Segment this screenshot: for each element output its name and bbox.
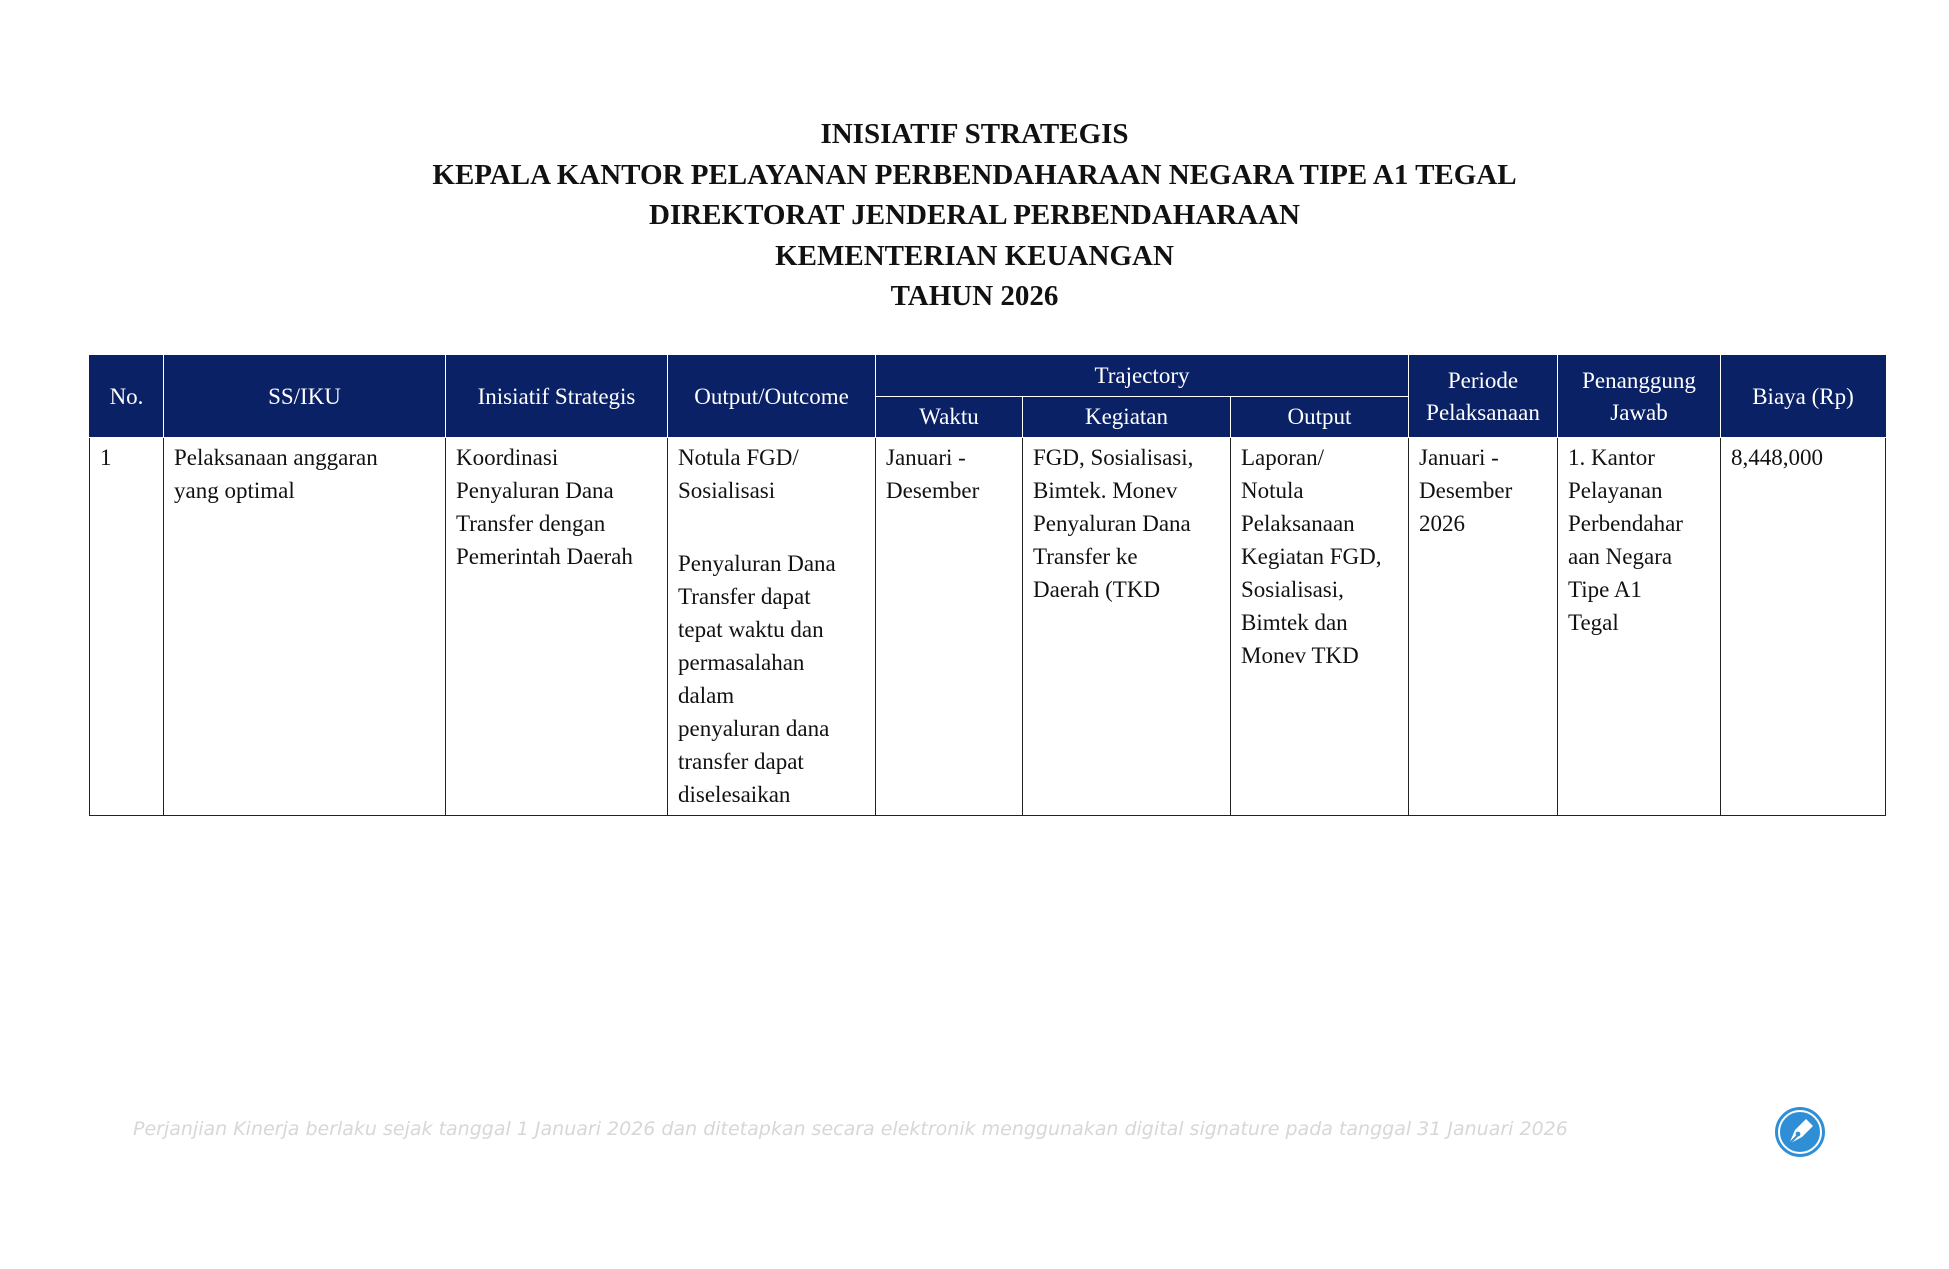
cell-inisiatif-strategis: [446, 438, 668, 816]
output-outcome-line: dalam: [678, 683, 735, 708]
cell-periode-pelaksanaan: [1409, 438, 1558, 816]
output-outcome-line: penyaluran dana: [678, 716, 830, 741]
cell-penanggung-jawab: [1558, 438, 1721, 816]
header-no: No.: [90, 356, 164, 438]
inisiatif-line: Pemerintah Daerah: [456, 544, 633, 569]
kegiatan-line: FGD, Sosialisasi,: [1033, 445, 1194, 470]
header-kegiatan: Kegiatan: [1023, 397, 1231, 438]
kegiatan-line: Daerah (TKD: [1033, 577, 1161, 602]
inisiatif-line: Koordinasi: [456, 445, 559, 470]
output-outcome-line: permasalahan: [678, 650, 805, 675]
digital-signature-icon: [1774, 1106, 1826, 1158]
kegiatan-line: Penyaluran Dana: [1033, 511, 1191, 536]
title-line-2: KEPALA KANTOR PELAYANAN PERBENDAHARAAN NEGARA TIPE A1 TEGAL: [432, 158, 1517, 191]
output-line: Monev TKD: [1241, 643, 1359, 668]
output-line: Notula: [1241, 478, 1304, 503]
title-line-5: TAHUN 2026: [890, 280, 1059, 312]
cell-output: [1231, 438, 1409, 816]
inisiatif-table: [89, 355, 1886, 816]
header-inisiatif-strategis: Inisiatif Strategis: [446, 356, 668, 438]
output-outcome-line: Sosialisasi: [678, 478, 776, 503]
paragraph-gap: [678, 507, 865, 547]
periode-line: Januari -: [1419, 445, 1499, 470]
penanggung-line: Tegal: [1568, 610, 1619, 635]
cell-no: 1: [90, 438, 164, 816]
penanggung-line: 1. Kantor: [1568, 445, 1655, 470]
header-output-outcome: Output/Outcome: [668, 356, 876, 438]
ss-iku-line: Pelaksanaan anggaran: [174, 445, 378, 470]
inisiatif-line: Penyaluran Dana: [456, 478, 614, 503]
title-line-3: DIREKTORAT JENDERAL PERBENDAHARAAN: [649, 199, 1300, 231]
title-line-1: INISIATIF STRATEGIS: [820, 118, 1129, 150]
waktu-line: Desember: [886, 478, 980, 503]
header-ss-iku: SS/IKU: [164, 356, 446, 438]
waktu-line: Januari -: [886, 445, 966, 470]
header-periode-line-2: Pelaksanaan: [1426, 399, 1540, 425]
penanggung-line: Perbendahar: [1568, 511, 1683, 536]
cell-biaya: 8,448,000: [1721, 438, 1886, 816]
header-penanggung-line-1: Penanggung: [1582, 367, 1696, 393]
output-outcome-line: Notula FGD/: [678, 445, 799, 470]
header-penanggung-jawab: [1558, 356, 1721, 438]
cell-waktu: [876, 438, 1023, 816]
header-penanggung-line-2: Jawab: [1610, 399, 1668, 425]
penanggung-line: aan Negara: [1568, 544, 1673, 569]
header-biaya: Biaya (Rp): [1721, 356, 1886, 438]
header-periode-line-1: Periode: [1447, 367, 1519, 393]
table-row: [90, 438, 1886, 816]
header-trajectory: Trajectory: [876, 356, 1409, 397]
title-line-4: KEMENTERIAN KEUANGAN: [775, 239, 1174, 272]
output-outcome-line: transfer dapat: [678, 749, 804, 774]
cell-ss-iku: [164, 438, 446, 816]
output-outcome-line: diselesaikan: [678, 782, 791, 807]
penanggung-line: Tipe A1: [1568, 577, 1642, 602]
output-outcome-line: tepat waktu dan: [678, 617, 824, 642]
periode-line: Desember: [1419, 478, 1513, 503]
footer-signature-note: Perjanjian Kinerja berlaku sejak tanggal 1 Januari 2026 dan ditetapkan secara elektronik menggunakan digital signature pada tanggal 31 Januari 2026: [133, 1118, 1568, 1140]
document-title: [0, 114, 1949, 317]
output-line: Kegiatan FGD,: [1241, 544, 1382, 569]
output-line: Bimtek dan: [1241, 610, 1348, 635]
header-periode-pelaksanaan: [1409, 356, 1558, 438]
output-line: Sosialisasi,: [1241, 577, 1344, 602]
kegiatan-line: Bimtek. Monev: [1033, 478, 1178, 503]
ss-iku-line: yang optimal: [174, 478, 295, 503]
output-line: Laporan/: [1241, 445, 1325, 470]
cell-output-outcome: [668, 438, 876, 816]
header-waktu: Waktu: [876, 397, 1023, 438]
output-outcome-line: Penyaluran Dana: [678, 551, 836, 576]
penanggung-line: Pelayanan: [1568, 478, 1663, 503]
header-output: Output: [1231, 397, 1409, 438]
periode-line: 2026: [1419, 511, 1465, 536]
output-line: Pelaksanaan: [1241, 511, 1355, 536]
output-outcome-line: Transfer dapat: [678, 584, 811, 609]
kegiatan-line: Transfer ke: [1033, 544, 1138, 569]
cell-kegiatan: [1023, 438, 1231, 816]
pen-nib-icon: [1774, 1106, 1826, 1158]
inisiatif-line: Transfer dengan: [456, 511, 606, 536]
